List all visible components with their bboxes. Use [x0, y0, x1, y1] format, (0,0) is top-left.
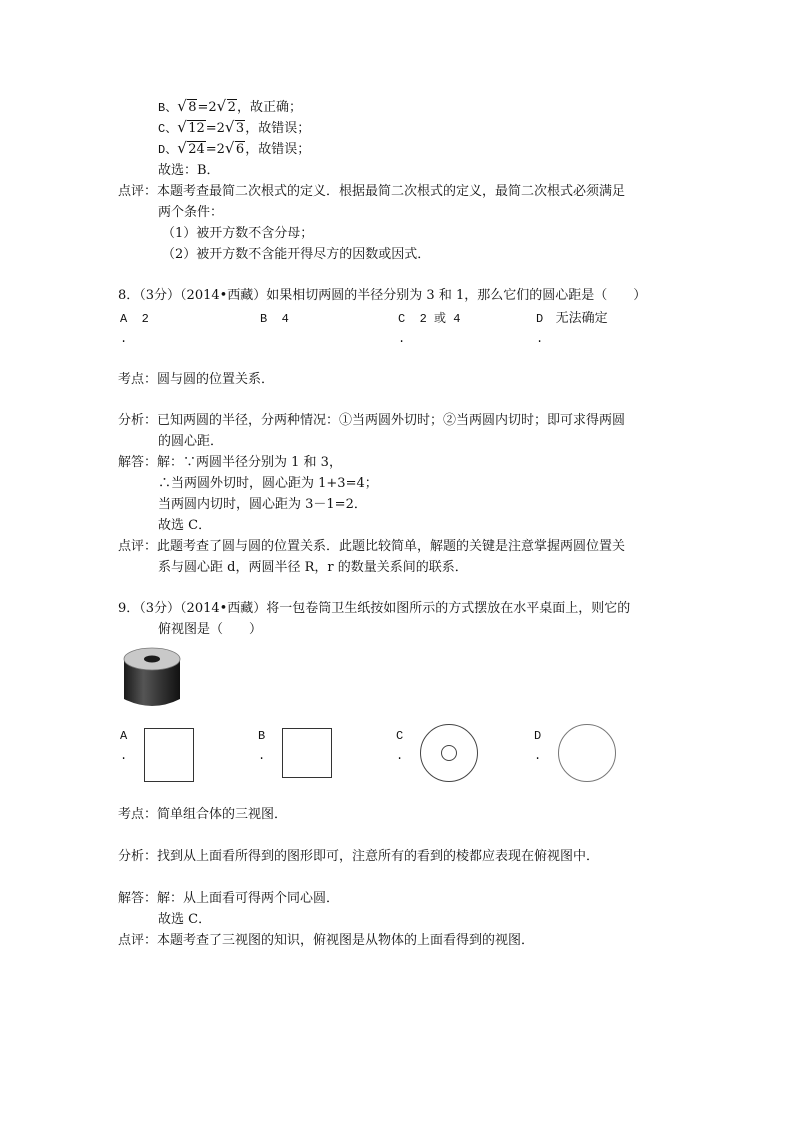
sqrt-symbol: √ 2 — [218, 99, 237, 117]
q7-comment-line2: 两个条件： — [158, 205, 224, 220]
q9-option-b-square — [282, 728, 332, 778]
q8-option-a-dot: . — [120, 332, 128, 346]
q8-fenxi-line2: 的圆心距． — [158, 434, 224, 449]
q8-dianping-line1: 点评：此题考查了圆与圆的位置关系．此题比较简单，解题的关键是注意掌握两圆位置关 — [118, 539, 626, 554]
q8-fenxi-line1: 分析：已知两圆的半径，分两种情况：①当两圆外切时；②当两圆内切时；即可求得两圆 — [118, 413, 626, 428]
toilet-paper-roll-image — [120, 645, 184, 709]
sqrt-symbol: √ 3 — [226, 120, 245, 138]
q9-option-d-dot: . — [534, 749, 542, 763]
q9-jieda-line1: 解答：解：从上面看可得两个同心圆． — [118, 891, 340, 906]
q9-stem-line1: 9．（3分）（2014•西藏）将一包卷筒卫生纸按如图所示的方式摆放在水平桌面上，则它的 — [118, 601, 631, 616]
q8-option-c: C 2 或 4 — [398, 312, 461, 326]
sqrt-symbol: √ 6 — [226, 141, 245, 159]
q9-option-c-letter: C — [396, 729, 404, 743]
q9-jieda-line2: 故选 C． — [158, 912, 212, 927]
q7-option-b: B、√ 8=2√ 2，故正确； — [158, 99, 302, 117]
q8-option-d: D 无法确定 — [536, 311, 608, 326]
q8-stem: 8．（3分）（2014•西藏）如果相切两圆的半径分别为 3 和 1，那么它们的圆心距是（ ） — [118, 288, 647, 303]
q8-jieda-line3: 当两圆内切时，圆心距为 3－1=2． — [158, 497, 367, 512]
q9-kaodian: 考点：简单组合体的三视图． — [118, 807, 288, 822]
q9-option-a-letter: A — [120, 729, 128, 743]
q7-condition-2: （2）被开方数不含能开得尽方的因数或因式． — [162, 247, 431, 262]
q9-option-b-dot: . — [258, 749, 266, 763]
q7-option-d: D、√ 24=2√ 6，故错误； — [158, 141, 310, 159]
q9-dianping: 点评：本题考查了三视图的知识，俯视图是从物体的上面看得到的视图． — [118, 933, 535, 948]
q8-option-d-dot: . — [536, 332, 544, 346]
q9-option-d-letter: D — [534, 729, 542, 743]
q8-option-b: B 4 — [260, 312, 289, 326]
q8-option-a: A 2 — [120, 312, 149, 326]
q9-option-d-circle — [558, 724, 616, 782]
q9-stem-line2: 俯视图是（ ） — [158, 622, 263, 637]
q8-dianping-line2: 系与圆心距 d，两圆半径 R，r 的数量关系间的联系． — [158, 560, 468, 575]
q9-option-c-dot: . — [396, 749, 404, 763]
q9-option-b-letter: B — [258, 729, 266, 743]
q9-fenxi: 分析：找到从上面看所得到的图形即可，注意所有的看到的棱都应表现在俯视图中． — [118, 849, 600, 864]
q8-kaodian: 考点：圆与圆的位置关系． — [118, 372, 275, 387]
q8-jieda-line1: 解答：解：∵两圆半径分别为 1 和 3， — [118, 455, 342, 470]
sqrt-symbol: √ 24 — [178, 141, 206, 159]
q9-option-c-inner-circle — [441, 745, 457, 761]
q8-jieda-line2: ∴当两圆外切时，圆心距为 1+3=4； — [158, 476, 378, 491]
q8-jieda-line4: 故选 C． — [158, 518, 212, 533]
q7-condition-1: （1）被开方数不含分母； — [162, 226, 314, 241]
q7-option-c: C、√ 12=2√ 3，故错误； — [158, 120, 310, 138]
q8-option-c-dot: . — [398, 332, 406, 346]
q7-choice: 故选：B． — [158, 163, 220, 178]
q9-option-a-dot: . — [120, 749, 128, 763]
q7-comment-line1: 点评：本题考查最简二次根式的定义．根据最简二次根式的定义，最简二次根式必须满足 — [118, 184, 626, 199]
sqrt-symbol: √ 12 — [178, 120, 206, 138]
sqrt-symbol: √ 8 — [178, 99, 197, 117]
q9-option-a-rectangle — [144, 728, 194, 782]
